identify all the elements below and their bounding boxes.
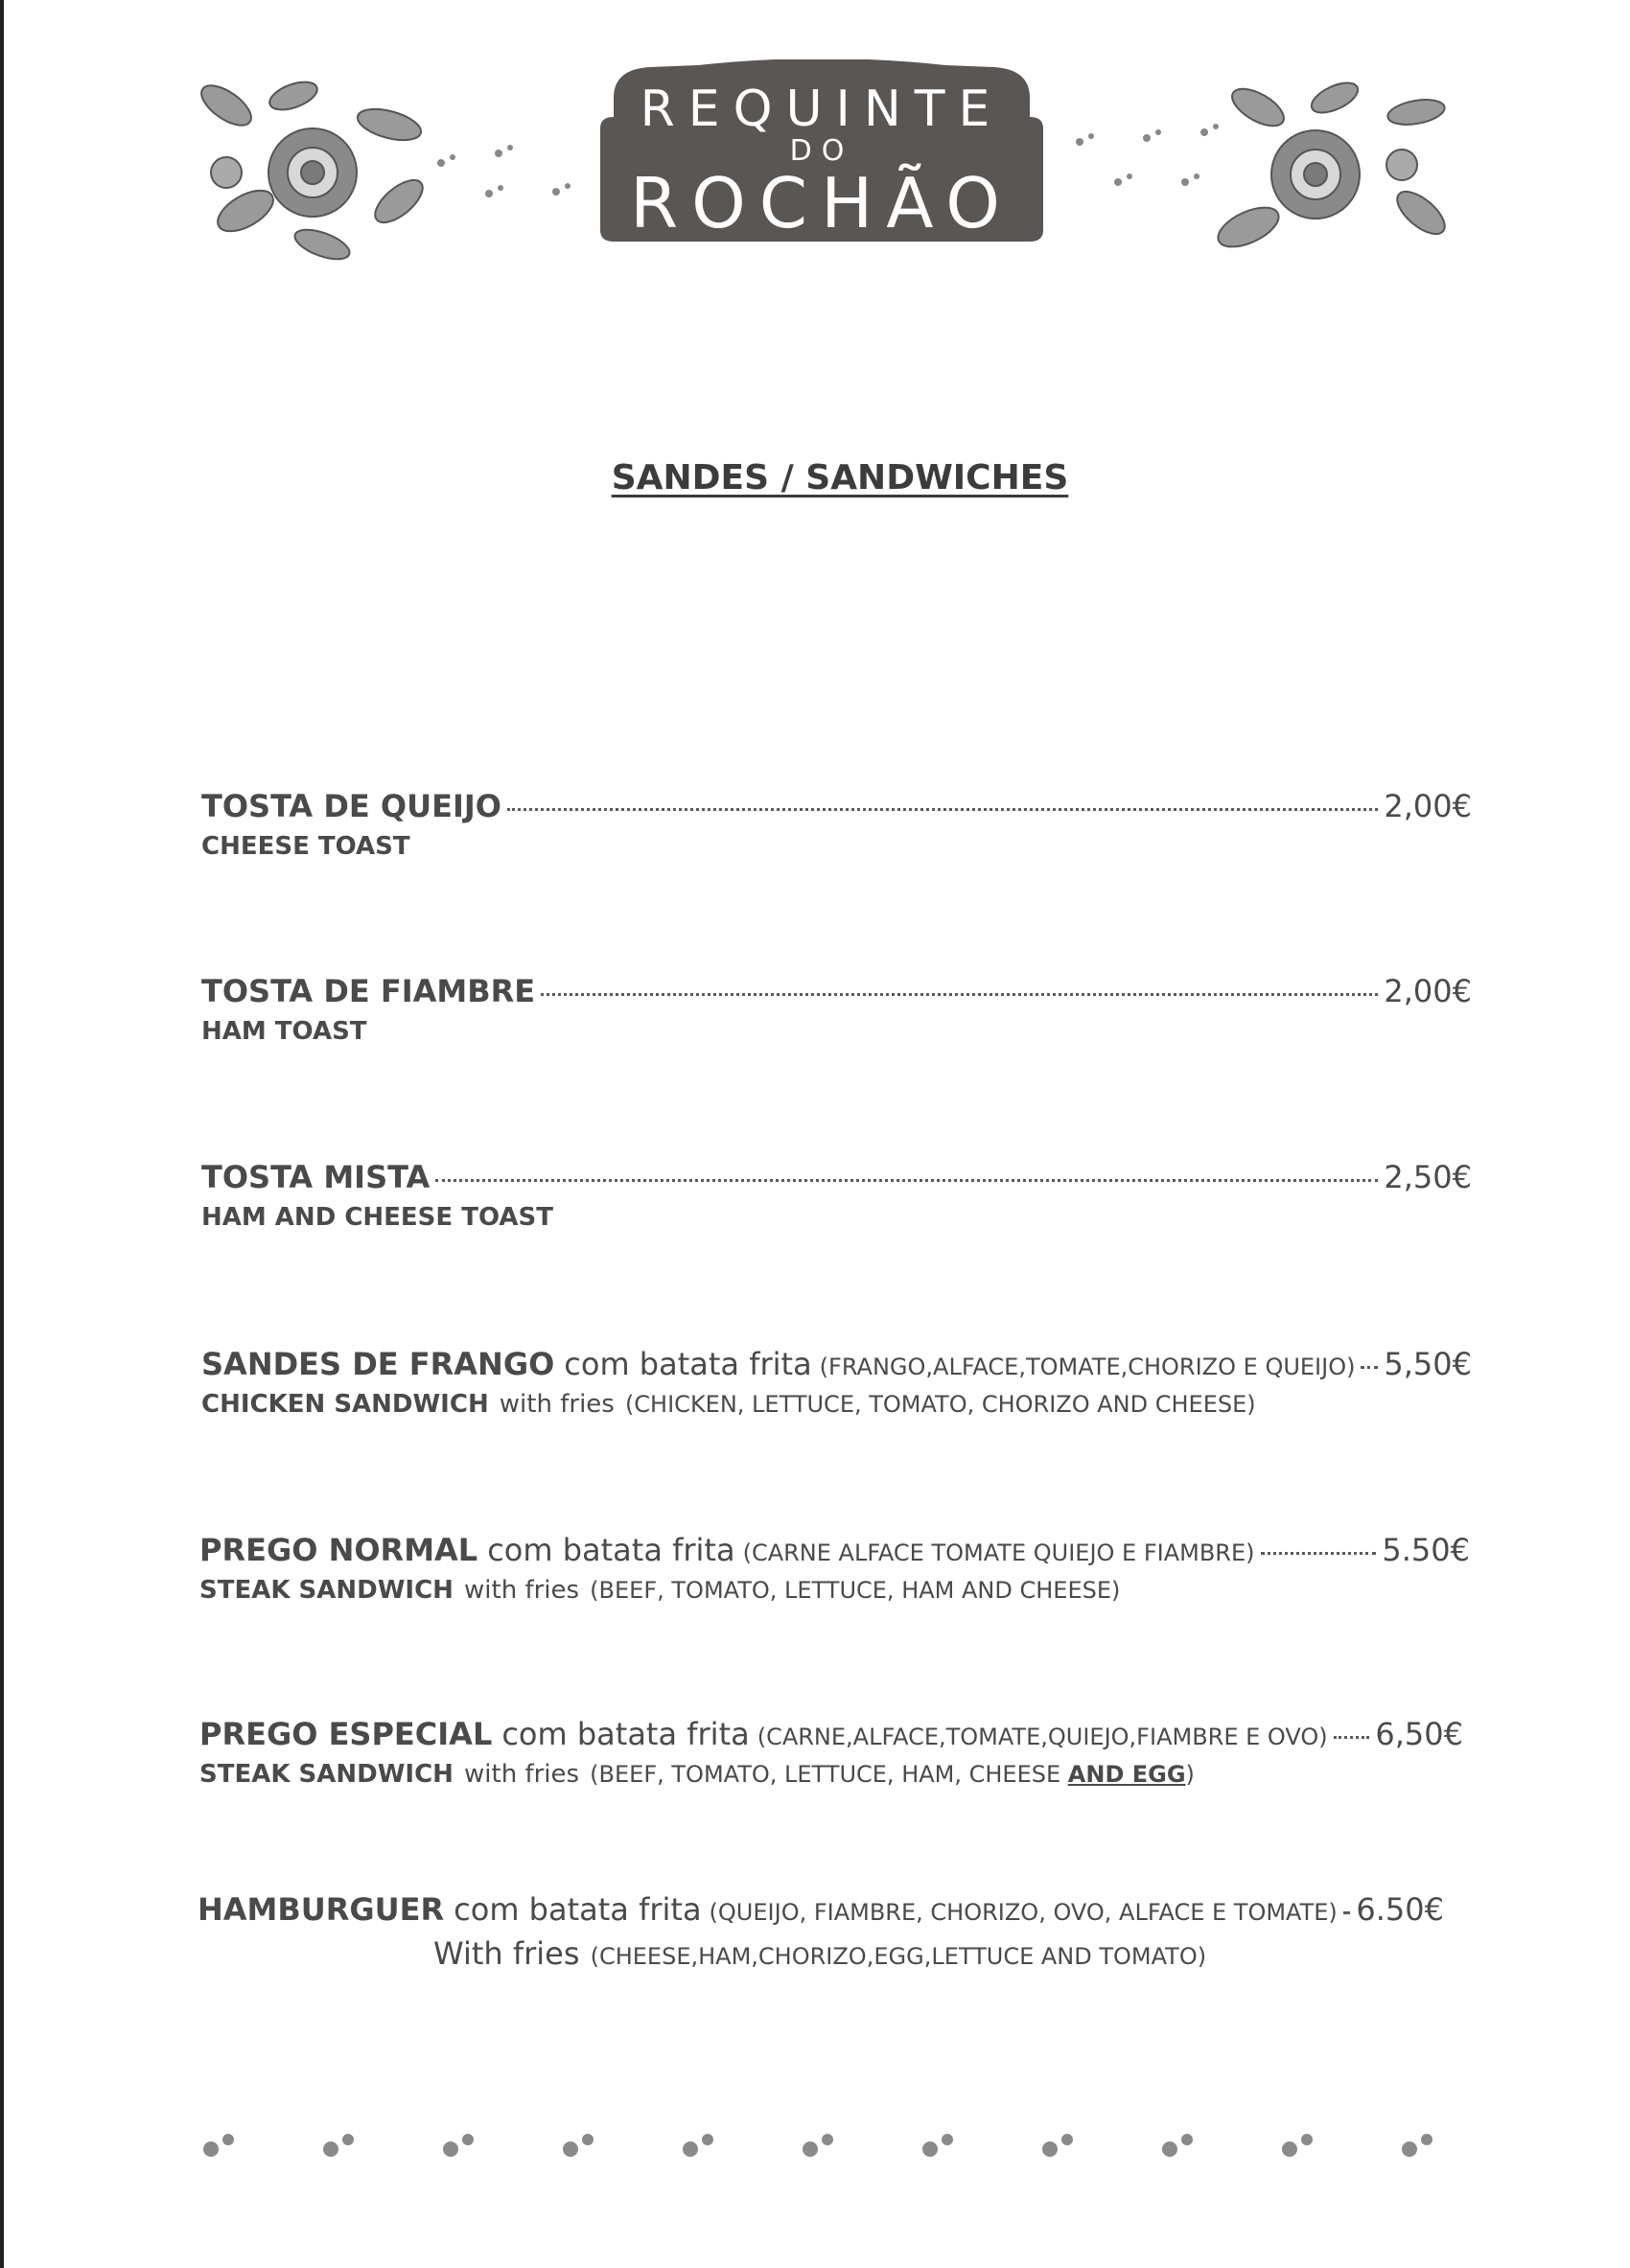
logo-text-requinte: REQUINTE [640, 81, 1004, 138]
item-name-pt: PREGO ESPECIAL [199, 1716, 493, 1752]
logo-text-do: DO [789, 134, 854, 168]
menu-item [198, 1891, 1444, 1972]
item-desc-pt: com batata frita [564, 1346, 812, 1382]
menu-item [199, 1716, 1463, 1789]
menu-item [201, 1159, 1472, 1232]
item-ingredients-pt: (QUEIJO, FIAMBRE, CHORIZO, OVO, ALFACE E TOMATE) [709, 1899, 1338, 1926]
menu-item-line-pt [201, 1346, 1472, 1382]
menu-item-line-en [201, 1203, 1472, 1232]
menu-item [201, 788, 1472, 861]
item-price: 2,00€ [1384, 973, 1472, 1009]
item-name-en: HAM TOAST [201, 1017, 367, 1046]
item-ingredients-en: (BEEF, TOMATO, LETTUCE, HAM AND CHEESE) [590, 1577, 1121, 1604]
item-desc-en: with fries [464, 1760, 580, 1789]
item-price: 2,00€ [1384, 788, 1472, 824]
item-name-pt: TOSTA DE QUEIJO [201, 788, 501, 824]
menu-item [201, 973, 1472, 1046]
dotted-leader [1334, 1736, 1370, 1739]
menu-item-line-pt [198, 1891, 1444, 1928]
dotted-leader [1361, 1366, 1378, 1369]
item-price: 5,50€ [1384, 1346, 1472, 1382]
item-ingredients-en: (CHEESE,HAM,CHORIZO,EGG,LETTUCE AND TOMATO) [590, 1943, 1207, 1970]
scan-edge [0, 0, 4, 2268]
ingredients-text: (BEEF, TOMATO, LETTUCE, HAM, CHEESE [590, 1761, 1068, 1788]
item-ingredients-pt: (FRANGO,ALFACE,TOMATE,CHORIZO E QUEIJO) [819, 1354, 1356, 1380]
ingredients-close: ) [1185, 1761, 1195, 1788]
item-desc-pt: com batata frita [501, 1716, 750, 1752]
item-desc-en: With fries [433, 1935, 580, 1972]
restaurant-logo [593, 59, 1051, 243]
item-name-en: STEAK SANDWICH [199, 1576, 454, 1605]
menu-item-line-en [201, 1017, 1472, 1046]
item-price: 6,50€ [1375, 1716, 1463, 1752]
item-ingredients-en: (CHICKEN, LETTUCE, TOMATO, CHORIZO AND CHEESE) [624, 1391, 1256, 1418]
item-name-en: HAM AND CHEESE TOAST [201, 1203, 553, 1232]
ingredients-emphasis: AND EGG [1067, 1761, 1186, 1788]
item-ingredients-pt: (CARNE ALFACE TOMATE QUIEJO E FIAMBRE) [742, 1539, 1255, 1566]
item-name-pt: SANDES DE FRANGO [201, 1346, 555, 1382]
item-name-en: CHICKEN SANDWICH [201, 1390, 489, 1419]
menu-item-line-pt [199, 1532, 1470, 1568]
item-name-en: STEAK SANDWICH [199, 1760, 454, 1789]
menu-item-line-pt [199, 1716, 1463, 1752]
section-title: SANDES / SANDWICHES [611, 458, 1069, 498]
item-ingredients-en [590, 1761, 1195, 1788]
item-name-pt: TOSTA MISTA [201, 1159, 431, 1195]
menu-item-line-en [199, 1760, 1463, 1789]
item-price: 2,50€ [1384, 1159, 1472, 1195]
dotted-leader [1343, 1911, 1351, 1914]
floral-ornament-left [188, 67, 437, 268]
item-price: 5.50€ [1382, 1532, 1470, 1568]
dotted-leader [435, 1179, 1378, 1182]
menu-item-line-pt [201, 973, 1472, 1009]
item-desc-en: with fries [499, 1390, 615, 1419]
item-ingredients-pt: (CARNE,ALFACE,TOMATE,QUIEJO,FIAMBRE E OVO) [757, 1724, 1328, 1750]
dotted-leader [541, 993, 1378, 996]
dotted-leader [1261, 1552, 1377, 1555]
item-name-en: CHEESE TOAST [201, 832, 410, 861]
menu-item [201, 1346, 1472, 1419]
item-desc-pt: com batata frita [454, 1891, 702, 1928]
item-desc-en: with fries [464, 1576, 580, 1605]
item-name-pt: HAMBURGUER [198, 1891, 445, 1928]
decorative-dots-right [1060, 115, 1252, 201]
menu-item-line-en [199, 1576, 1470, 1605]
logo-text-rochao: ROCHÃO [630, 163, 1013, 243]
item-name-pt: TOSTA DE FIAMBRE [201, 973, 536, 1009]
item-desc-pt: com batata frita [487, 1532, 735, 1568]
menu-item-line-en [201, 832, 1472, 861]
dotted-leader [507, 808, 1378, 811]
menu-item-line-en [198, 1935, 1444, 1972]
decorative-dots-footer [192, 2118, 1496, 2166]
item-price: 6.50€ [1356, 1891, 1444, 1928]
menu-item-line-pt [201, 788, 1472, 824]
item-name-pt: PREGO NORMAL [199, 1532, 478, 1568]
decorative-dots-left [403, 134, 594, 211]
menu-item [199, 1532, 1470, 1605]
menu-item-line-pt [201, 1159, 1472, 1195]
menu-item-line-en [201, 1390, 1472, 1419]
